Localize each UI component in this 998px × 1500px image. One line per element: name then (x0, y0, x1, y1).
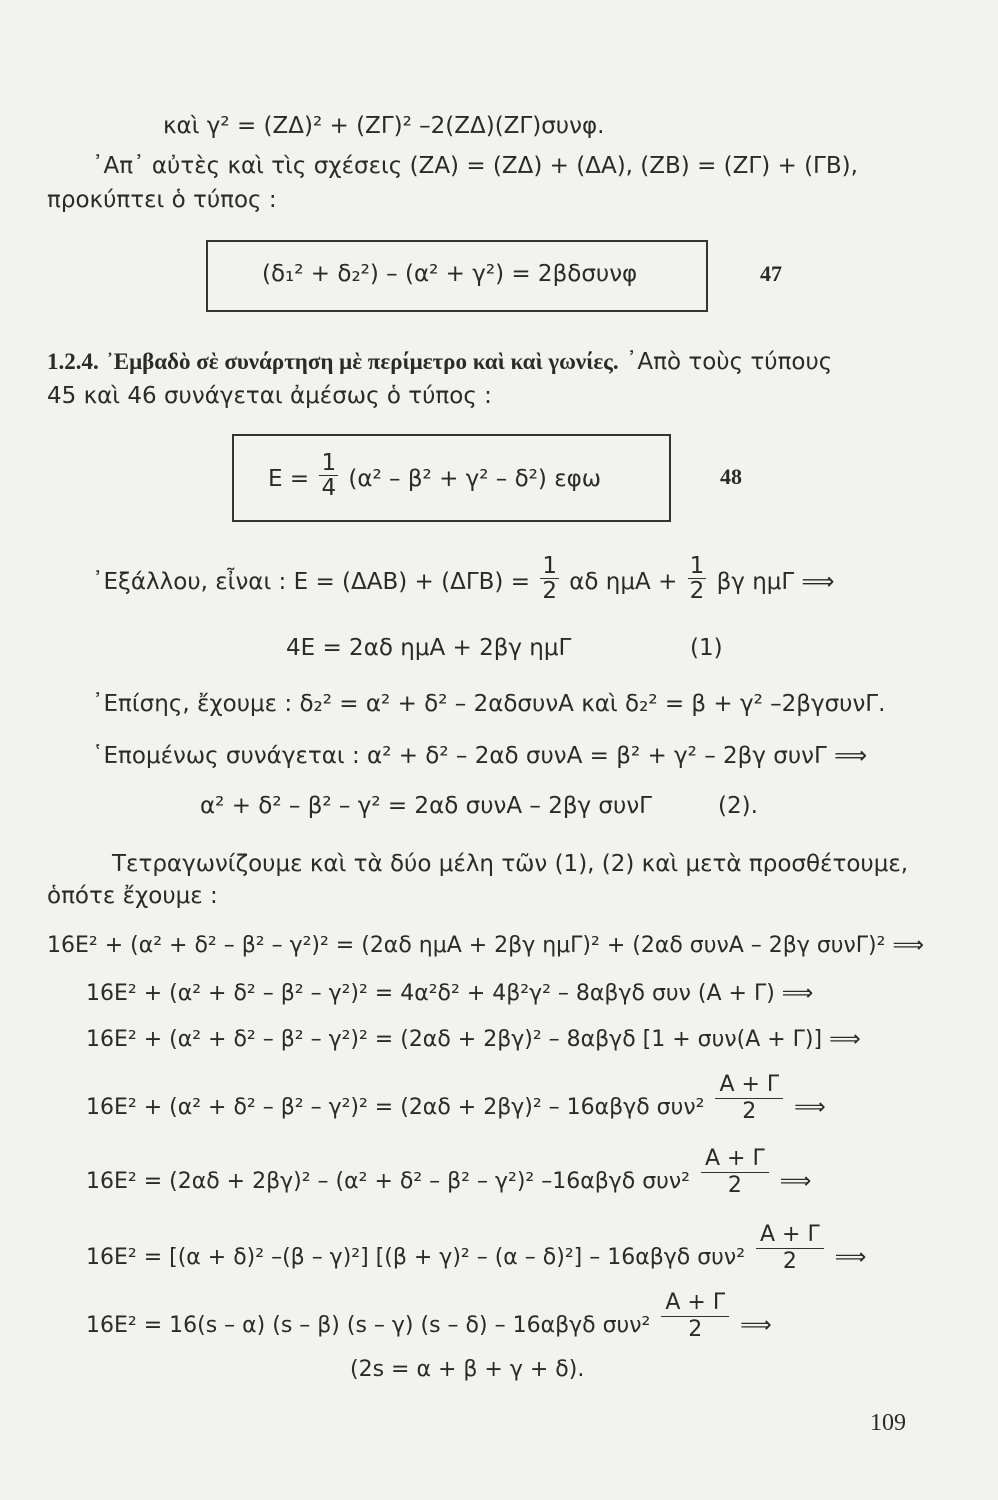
fraction-denominator: 2 (742, 1098, 757, 1124)
fraction-denominator: 2 (542, 578, 557, 604)
equation-2: α² + δ² – β² – γ² = 2αδ συνA – 2βγ συνΓ (200, 793, 652, 819)
text-line-3: προκύπτει ὁ τύπος : (47, 187, 277, 213)
equation-1-tag: (1) (690, 635, 723, 661)
equation-2-tag: (2). (718, 793, 758, 819)
area-sum-end: βγ ημΓ ⟹ (716, 569, 835, 595)
half-angle-fraction (756, 1222, 824, 1275)
fraction-numerator: 1 (321, 450, 337, 476)
area-sum-text: ᾿Εξάλλου, εἶναι : E = (ΔAB) + (ΔΓB) = (92, 569, 530, 595)
fraction-denominator: 2 (727, 1172, 742, 1198)
formula-47-number: 47 (760, 261, 782, 286)
derivation-step-3: 16E² + (α² + δ² – β² – γ²)² = (2αδ + 2βγ)² – 8αβγδ [1 + συν(A + Γ)] ⟹ (86, 1027, 861, 1052)
formula-48 (268, 450, 602, 504)
fraction-numerator: 1 (689, 553, 705, 579)
section-heading (47, 348, 832, 376)
formula-48-number: 48 (720, 464, 742, 489)
formula-48-lhs: E = (268, 466, 310, 492)
text-line-12: ὁπότε ἔχουμε : (47, 883, 218, 909)
fraction-denominator: 2 (688, 1316, 703, 1342)
text-line-9: ῾Επομένως συνάγεται : α² + δ² – 2αδ συνA = β² + γ² – 2βγ συνΓ ⟹ (92, 743, 868, 769)
derivation-step-1: 16E² + (α² + δ² – β² – γ²)² = (2αδ ημA + 2βγ ημΓ)² + (2αδ συνA – 2βγ συνΓ)² ⟹ (47, 933, 924, 958)
fraction-numerator: A + Γ (701, 1146, 769, 1173)
text-line-5: 45 καὶ 46 συνάγεται ἀμέσως ὁ τύπος : (47, 383, 492, 409)
formula-47: (δ₁² + δ₂²) – (α² + γ²) = 2βδσυνφ (262, 261, 638, 287)
fraction-numerator: 1 (542, 553, 557, 579)
fraction-denominator: 2 (689, 578, 705, 604)
step-4-text: 16E² + (α² + δ² – β² – γ²)² = (2αδ + 2βγ)² – 16αβγδ συν² (86, 1095, 705, 1120)
implies-arrow: ⟹ (794, 1095, 826, 1120)
section-number: 1.2.4. (47, 349, 99, 374)
derivation-step-5 (86, 1145, 812, 1212)
derivation-step-2: 16E² + (α² + δ² – β² – γ²)² = 4α²δ² + 4β²γ² – 8αβγδ συν (A + Γ) ⟹ (86, 981, 814, 1006)
fraction-numerator: A + Γ (715, 1072, 783, 1099)
step-6-text: 16E² = [(α + δ)² –(β – γ)²] [(β + γ)² – (α – δ)²] – 16αβγδ συν² (86, 1245, 746, 1270)
derivation-step-7 (86, 1289, 772, 1356)
step-5-text: 16E² = (2αδ + 2βγ)² – (α² + δ² – β² – γ²)² –16αβγδ συν² (86, 1169, 691, 1194)
text-line-8: ᾿Επίσης, ἔχουμε : δ₂² = α² + δ² – 2αδσυνA καὶ δ₂² = β + γ² –2βγσυνΓ. (92, 691, 886, 717)
implies-arrow: ⟹ (779, 1169, 812, 1194)
text-line-2: ᾿Απ᾿ αὐτὲς καὶ τὶς σχέσεις (ZA) = (ZΔ) + (ΔA), (ZB) = (ZΓ) + (ΓB), (92, 153, 858, 179)
fraction-denominator: 4 (321, 475, 337, 501)
fraction-numerator: A + Γ (756, 1222, 824, 1249)
fraction-denominator: 2 (782, 1248, 797, 1274)
half-fraction-1 (540, 554, 559, 603)
formula-48-rhs: (α² – β² + γ² – δ²) εφω (348, 466, 602, 492)
step-7-text: 16E² = 16(s – α) (s – β) (s – γ) (s – δ) – 16αβγδ συν² (86, 1313, 651, 1338)
text-line-1: καὶ γ² = (ZΔ)² + (ZΓ)² –2(ZΔ)(ZΓ)συνφ. (163, 113, 605, 139)
section-rest: ᾿Απὸ τοὺς τύπους (625, 349, 833, 375)
area-sum-term: αδ ημA + (569, 569, 678, 595)
page-number: 109 (870, 1410, 906, 1436)
semiperimeter-definition: (2s = α + β + γ + δ). (350, 1357, 585, 1382)
text-line-11: Τετραγωνίζουμε καὶ τὰ δύο μέλη τῶν (1), (2) καὶ μετὰ προσθέτουμε, (112, 851, 909, 877)
section-title: ᾿Εμβαδὸ σὲ συνάρτηση μὲ περίμετρο καὶ καὶ γωνίες. (106, 349, 619, 374)
derivation-step-6 (86, 1221, 867, 1288)
half-angle-fraction (661, 1290, 729, 1343)
formula-48-fraction (319, 451, 338, 500)
fraction-numerator: A + Γ (661, 1290, 729, 1317)
area-sum-line (92, 553, 835, 607)
half-angle-fraction (701, 1146, 769, 1199)
implies-arrow: ⟹ (740, 1313, 772, 1338)
equation-1: 4E = 2αδ ημA + 2βγ ημΓ (286, 635, 572, 661)
derivation-step-4 (86, 1071, 826, 1138)
implies-arrow: ⟹ (834, 1245, 867, 1270)
half-angle-fraction (715, 1072, 783, 1125)
half-fraction-2 (688, 554, 707, 603)
